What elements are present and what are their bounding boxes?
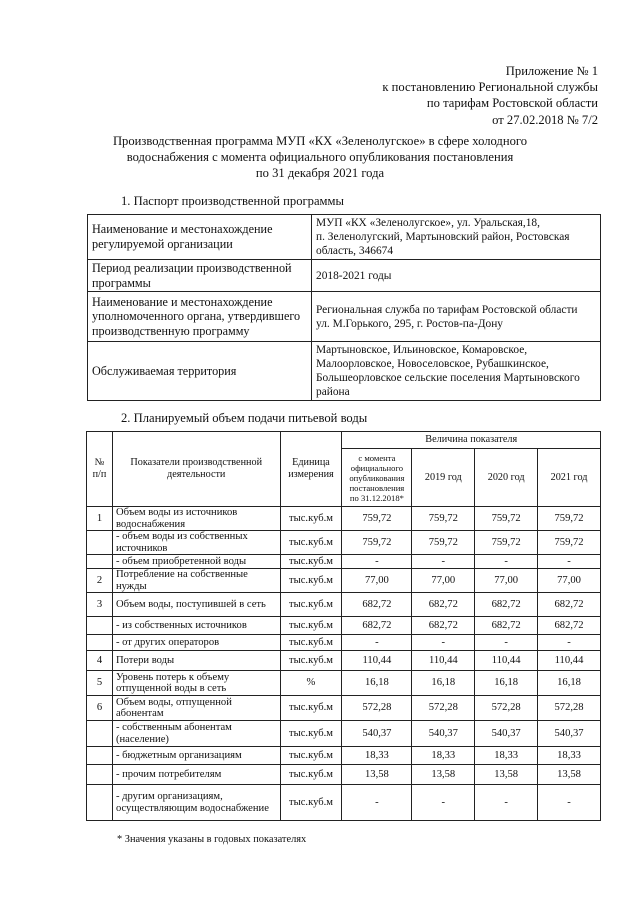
row-num: 4 (87, 651, 113, 671)
passport-value-line: 2018-2021 годы (316, 269, 392, 282)
title-line: Производственная программа МУП «КХ «Зеленолугское» в сфере холодного (112, 134, 528, 148)
table-row (87, 747, 601, 765)
row-value-period: 18,33 (342, 747, 412, 765)
row-unit: тыс.куб.м (280, 747, 342, 765)
row-value-2020: 540,37 (475, 721, 538, 747)
passport-value-line: ул. М.Горького, 295, г. Ростов-па-Дону (316, 317, 503, 330)
section-heading-passport: 1. Паспорт производственной программы (121, 194, 344, 208)
row-value-2019: 682,72 (412, 617, 475, 635)
passport-key: Обслуживаемая территория (88, 342, 312, 401)
table-row (87, 507, 601, 531)
row-value-2019: 13,58 (412, 765, 475, 785)
section-heading-volume: 2. Планируемый объем подачи питьевой воды (121, 411, 368, 425)
document-title (80, 133, 560, 181)
row-unit: тыс.куб.м (280, 555, 342, 569)
row-num: 2 (87, 569, 113, 593)
row-num: 1 (87, 507, 113, 531)
row-name: - собственным абонентам (население) (112, 721, 280, 747)
footnote: * Значения указаны в годовых показателях (117, 834, 307, 845)
table-row (87, 555, 601, 569)
row-value-2020: 18,33 (475, 747, 538, 765)
row-unit: тыс.куб.м (280, 785, 342, 821)
row-value-2019: 77,00 (412, 569, 475, 593)
passport-value (312, 260, 601, 292)
row-num (87, 785, 113, 821)
row-value-period: 110,44 (342, 651, 412, 671)
row-name: - другим организациям, осуществляющим водоснабжение (112, 785, 280, 821)
table-row (87, 671, 601, 696)
annex-block (382, 63, 598, 128)
passport-row (88, 342, 601, 401)
row-unit: тыс.куб.м (280, 507, 342, 531)
row-num (87, 635, 113, 651)
row-value-period: - (342, 555, 412, 569)
table-row (87, 531, 601, 555)
row-name: - прочим потребителям (112, 765, 280, 785)
passport-value (312, 292, 601, 342)
row-value-2021: 682,72 (538, 593, 601, 617)
table-row (87, 569, 601, 593)
annex-line: от 27.02.2018 № 7/2 (492, 112, 598, 127)
passport-row (88, 292, 601, 342)
table-row (87, 765, 601, 785)
row-value-2020: 77,00 (475, 569, 538, 593)
row-name: Уровень потерь к объему отпущенной воды в сеть (112, 671, 280, 696)
row-value-period: 13,58 (342, 765, 412, 785)
row-value-2019: 16,18 (412, 671, 475, 696)
header-num: № п/п (87, 432, 113, 507)
row-value-2019: 759,72 (412, 507, 475, 531)
row-value-2021: 682,72 (538, 617, 601, 635)
volume-table (86, 431, 601, 821)
row-name: Объем воды из источников водоснабжения (112, 507, 280, 531)
row-name: - из собственных источников (112, 617, 280, 635)
row-unit: тыс.куб.м (280, 569, 342, 593)
row-unit: тыс.куб.м (280, 531, 342, 555)
annex-line: к постановлению Региональной службы (382, 80, 598, 95)
row-num: 3 (87, 593, 113, 617)
row-name: Потери воды (112, 651, 280, 671)
row-value-2019: - (412, 555, 475, 569)
row-value-2021: 759,72 (538, 507, 601, 531)
row-value-period: - (342, 785, 412, 821)
row-value-period: 759,72 (342, 531, 412, 555)
row-unit: тыс.куб.м (280, 617, 342, 635)
row-unit: тыс.куб.м (280, 765, 342, 785)
row-name: Потребление на собственные нужды (112, 569, 280, 593)
row-value-2021: 13,58 (538, 765, 601, 785)
table-row (87, 651, 601, 671)
row-value-period: 682,72 (342, 593, 412, 617)
header-2020: 2020 год (475, 449, 538, 507)
table-row (87, 635, 601, 651)
header-name: Показатели производственной деятельности (112, 432, 280, 507)
volume-header-row (87, 432, 601, 449)
row-value-period: 759,72 (342, 507, 412, 531)
row-value-2019: - (412, 635, 475, 651)
row-name: - от других операторов (112, 635, 280, 651)
row-value-2020: 682,72 (475, 617, 538, 635)
row-value-2020: 572,28 (475, 696, 538, 721)
header-2019: 2019 год (412, 449, 475, 507)
row-value-2020: 110,44 (475, 651, 538, 671)
row-value-2019: 682,72 (412, 593, 475, 617)
row-value-2019: 540,37 (412, 721, 475, 747)
row-value-2021: - (538, 555, 601, 569)
row-name: - объем воды из собственных источников (112, 531, 280, 555)
row-value-2021: 16,18 (538, 671, 601, 696)
row-value-2019: - (412, 785, 475, 821)
row-name: Объем воды, отпущенной абонентам (112, 696, 280, 721)
header-2021: 2021 год (538, 449, 601, 507)
passport-value-line: п. Зеленолугский, Мартыновский район, Ростовская область, 346674 (316, 231, 570, 257)
passport-row (88, 260, 601, 292)
row-num (87, 555, 113, 569)
row-value-2019: 110,44 (412, 651, 475, 671)
row-value-2020: - (475, 635, 538, 651)
row-value-2021: 77,00 (538, 569, 601, 593)
row-unit: % (280, 671, 342, 696)
passport-key: Период реализации производственной программы (88, 260, 312, 292)
row-value-2020: 759,72 (475, 507, 538, 531)
row-value-period: 682,72 (342, 617, 412, 635)
row-value-2021: 18,33 (538, 747, 601, 765)
row-value-2021: - (538, 635, 601, 651)
row-value-2020: - (475, 555, 538, 569)
row-unit: тыс.куб.м (280, 696, 342, 721)
passport-key: Наименование и местонахождение регулируемой организации (88, 215, 312, 260)
table-row (87, 617, 601, 635)
annex-line: Приложение № 1 (505, 64, 598, 78)
row-value-2020: - (475, 785, 538, 821)
title-line: водоснабжения с момента официального опубликования постановления (126, 150, 514, 164)
row-value-2019: 759,72 (412, 531, 475, 555)
row-value-period: 16,18 (342, 671, 412, 696)
row-name: - бюджетным организациям (112, 747, 280, 765)
row-unit: тыс.куб.м (280, 651, 342, 671)
row-value-2020: 16,18 (475, 671, 538, 696)
passport-value (312, 342, 601, 401)
row-value-2021: 540,37 (538, 721, 601, 747)
row-unit: тыс.куб.м (280, 593, 342, 617)
annex-line: по тарифам Ростовской области (426, 96, 598, 111)
row-value-period: 540,37 (342, 721, 412, 747)
row-value-2021: 759,72 (538, 531, 601, 555)
row-value-2019: 572,28 (412, 696, 475, 721)
row-value-2020: 13,58 (475, 765, 538, 785)
title-line: по 31 декабря 2021 года (255, 166, 385, 180)
passport-key: Наименование и местонахождение уполномоченного органа, утвердившего производственную программу (88, 292, 312, 342)
row-value-2021: 572,28 (538, 696, 601, 721)
row-num (87, 531, 113, 555)
table-row (87, 721, 601, 747)
row-unit: тыс.куб.м (280, 635, 342, 651)
header-unit: Единица измерения (280, 432, 342, 507)
row-num (87, 765, 113, 785)
row-num: 6 (87, 696, 113, 721)
row-value-2021: - (538, 785, 601, 821)
row-value-period: 77,00 (342, 569, 412, 593)
passport-value-line: Региональная служба по тарифам Ростовской области (316, 303, 578, 316)
row-num: 5 (87, 671, 113, 696)
row-value-period: 572,28 (342, 696, 412, 721)
row-name: - объем приобретенной воды (112, 555, 280, 569)
header-period: с момента официального опубликования постановления по 31.12.2018* (342, 449, 412, 507)
header-value: Величина показателя (342, 432, 601, 449)
row-value-2019: 18,33 (412, 747, 475, 765)
row-name: Объем воды, поступившей в сеть (112, 593, 280, 617)
passport-value (312, 215, 601, 260)
table-row (87, 696, 601, 721)
table-row (87, 785, 601, 821)
passport-table (87, 214, 601, 401)
row-num (87, 617, 113, 635)
row-unit: тыс.куб.м (280, 721, 342, 747)
row-num (87, 721, 113, 747)
passport-value-line: МУП «КХ «Зеленолугское», ул. Уральская,18, (316, 217, 540, 229)
row-value-period: - (342, 635, 412, 651)
passport-value-line: Мартыновское, Ильиновское, Комаровское, Малоорловское, Новоселовское, Рубашкинское, Большеорловское сельские поселения Мартыновского района (316, 344, 580, 399)
row-value-2020: 759,72 (475, 531, 538, 555)
row-num (87, 747, 113, 765)
passport-row (88, 215, 601, 260)
table-row (87, 593, 601, 617)
row-value-2021: 110,44 (538, 651, 601, 671)
row-value-2020: 682,72 (475, 593, 538, 617)
